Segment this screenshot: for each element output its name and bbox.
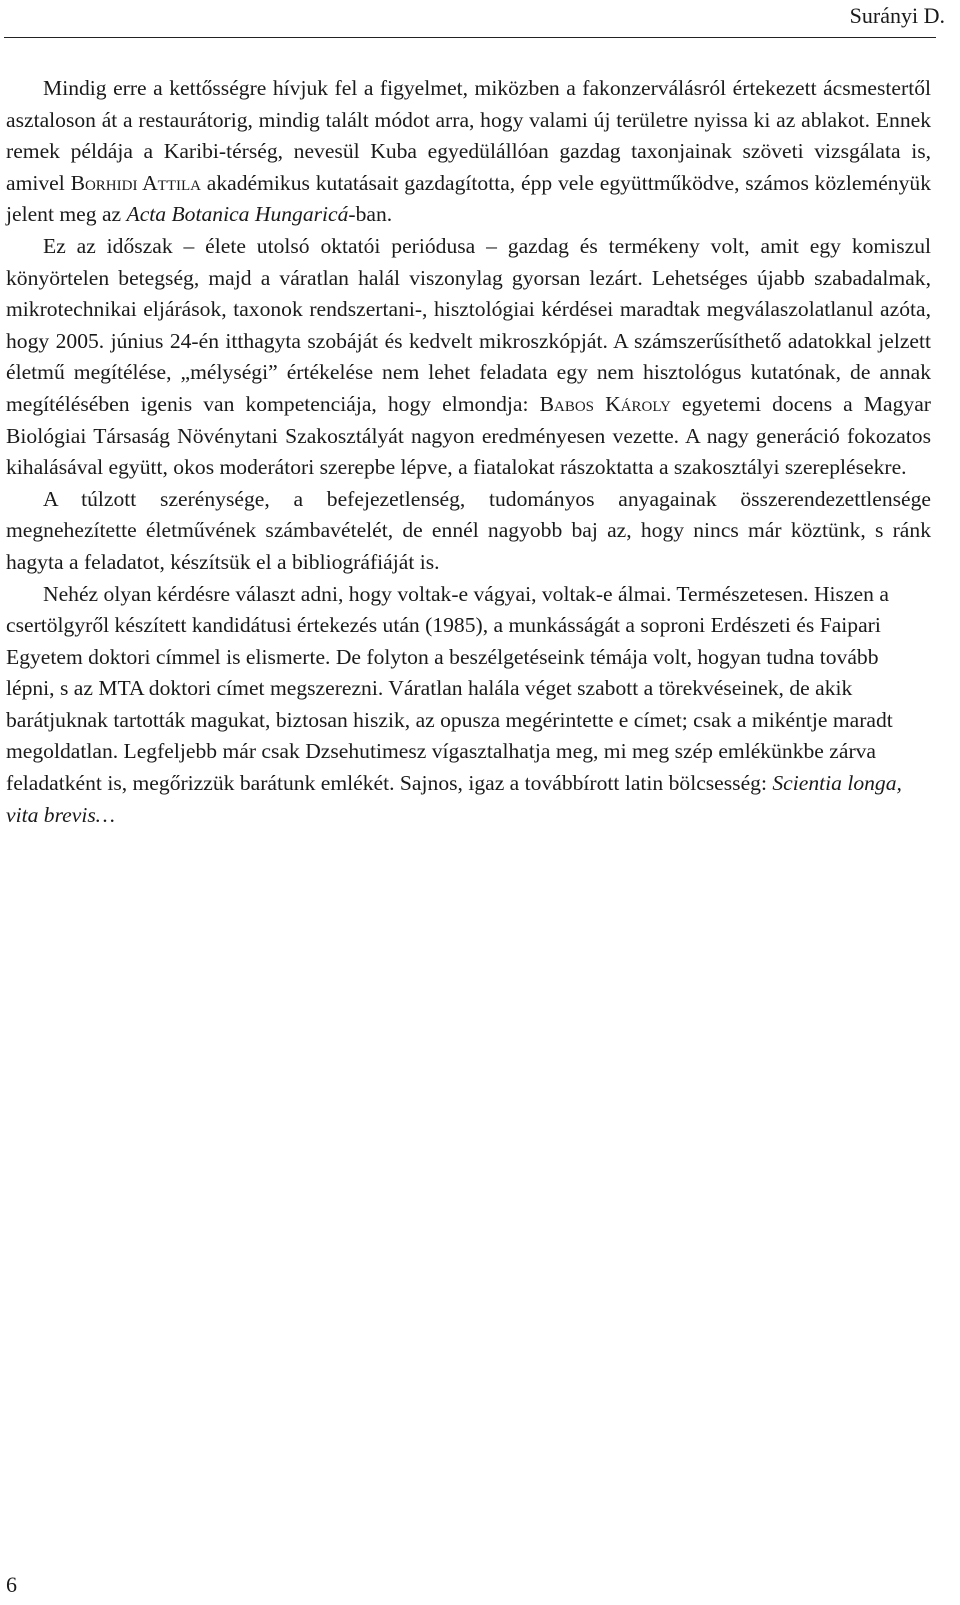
paragraph-text: Nehéz olyan kérdésre választ adni, hogy voltak-e vágyai, voltak-e álmai. Természetesen. Hiszen a csertölgyről készített kandidátusi értekezés után (1985), a munkásságát a soproni Erdészeti és Faipari Egyetem doktori címmel is elismerte. De folyton a beszélgetéseink témája volt, hogyan tudna tovább lépni, s az MTA doktori címet megszerezni. Váratlan halála véget szabott a törekvéseinek, de akik barátjuknak tartották magukat, biztosan hiszik, az opusza megérintette e címet; csak a mikéntje maradt megoldatlan. Legfeljebb már csak Dzsehutimesz vígasztalhatja meg, mi meg szép emlékünkbe zárva feladatként is, megőrizzük barátunk emlékét. Sajnos, igaz a továbbírott latin bölcsesség: xyxy=(6,581,893,796)
paragraph-3 xyxy=(6,484,931,579)
paragraph-text: -ban. xyxy=(348,202,393,227)
paragraph-text: akadémikus kutatásait gazdagította, épp vele együttműködve, számos közleményük jelent meg az xyxy=(6,170,931,227)
article-body xyxy=(6,73,931,831)
paragraph-text: Mindig erre a kettősségre hívjuk fel a figyelmet, miközben a fakonzerválásról értekezett ácsmestertől asztaloson át a restaurátorig, mindig talált módot arra, hogy valami új területre nyissa ki az ablakot. Ennek remek példája a Karibi-térség, nevesül Kuba egyedülállóan gazdag taxonjainak szöveti vizsgálata is, amivel xyxy=(6,76,931,195)
paragraph-1 xyxy=(6,73,931,231)
header-divider xyxy=(4,37,936,38)
latin-quote: Scientia longa, vita brevis… xyxy=(6,771,902,827)
paragraph-text: A túlzott szerénysége, a befejezetlenség, tudományos anyagainak összerendezettlensége megnehezítette életművének számbavételét, de ennél nagyobb baj az, hogy nincs már köztünk, s ránk hagyta a feladatot, készítsük el a bibliográfiáját is. xyxy=(6,486,931,574)
running-header-author: Surányi D. xyxy=(849,3,945,28)
paragraph-text: egyetemi docens a Magyar Biológiai Társaság Növénytani Szakosztályát nagyon eredményesen vezette. A nagy generáció fokozatos kihalásával együtt, okos moderátori szerepbe lépve, a fiatalokat rászoktatta a szakosztályi szereplésekre. xyxy=(6,391,931,480)
person-name-babos: Babos Károly xyxy=(539,391,671,416)
person-name-borhidi: Borhidi Attila xyxy=(70,170,201,195)
paragraph-text: Ez az időszak – élete utolsó oktatói periódusa – gazdag és termékeny volt, amit egy komiszul könyörtelen betegség, majd a váratlan halál viszonylag gyorsan lezárt. Lehetséges újabb szabadalmak, mikrotechnikai eljárások, taxonok rendszertani-, hisztológiai kérdései maradtak megválaszolatlanul azóta, hogy 2005. június 24-én itthagyta szobáját és kedvelt mikroszkópját. A számszerűsíthető adatokkal jelzett életmű megítélése, „mélységi” értékelése nem lehet feladata egy nem hisztológus kutatónak, de annak megítélésében igenis van kompetenciája, hogy elmondja: xyxy=(6,233,931,416)
paragraph-4 xyxy=(6,579,931,832)
paragraph-2 xyxy=(6,231,931,484)
page-number: 6 xyxy=(6,1572,17,1597)
journal-title: Acta Botanica Hungaricá xyxy=(126,202,349,227)
